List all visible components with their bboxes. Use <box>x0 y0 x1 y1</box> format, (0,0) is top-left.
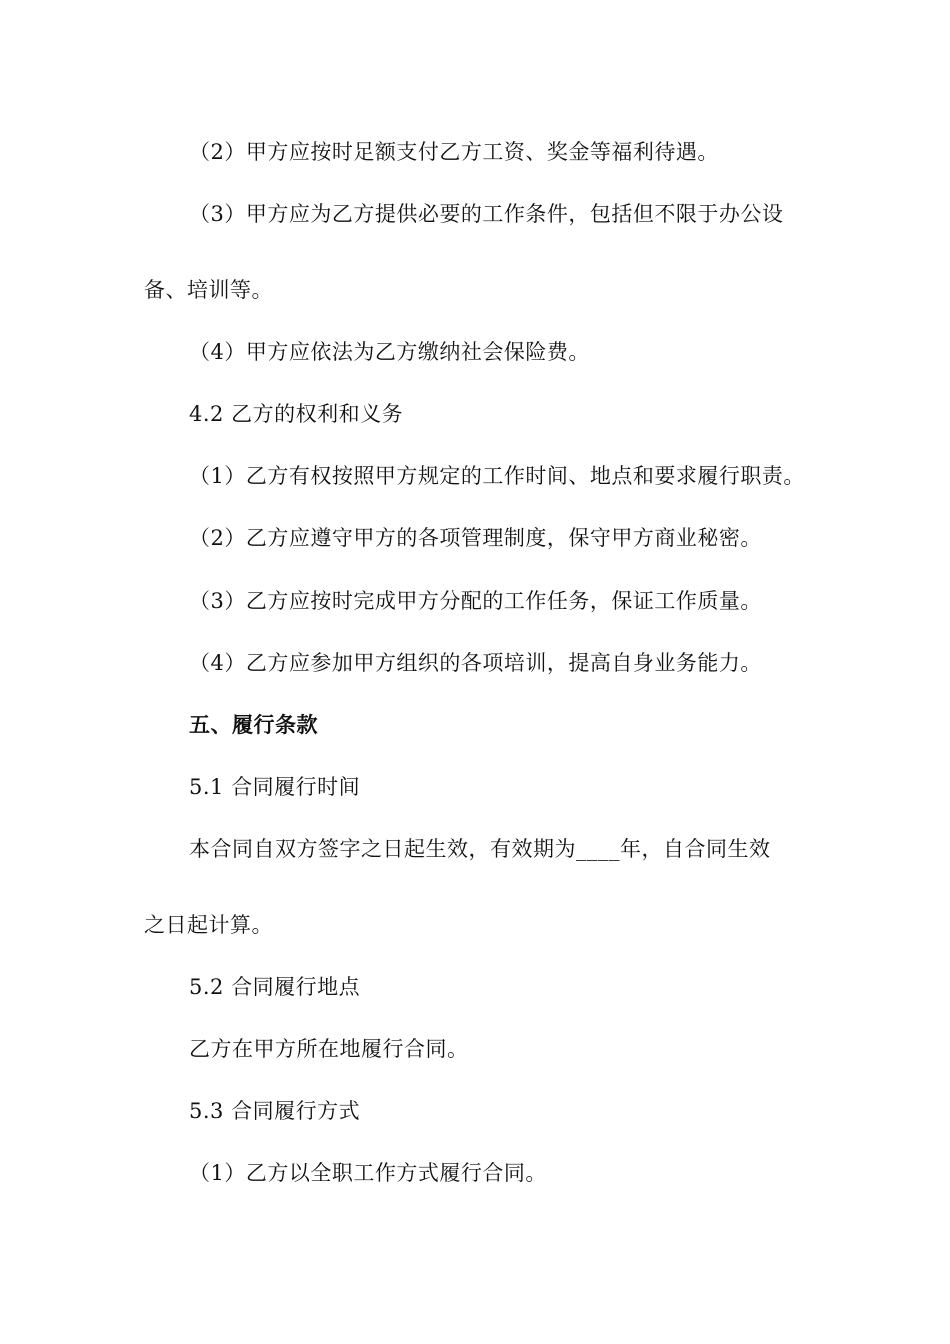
chapter-heading: 五、履行条款 <box>189 712 318 737</box>
paragraph-line: 乙方在甲方所在地履行合同。 <box>189 1037 469 1061</box>
section-heading: 5.2 合同履行地点 <box>189 975 361 999</box>
section-heading: 5.1 合同履行时间 <box>189 775 361 799</box>
paragraph-line: （4）乙方应参加甲方组织的各项培训，提高自身业务能力。 <box>189 651 762 675</box>
paragraph-line: （4）甲方应依法为乙方缴纳社会保险费。 <box>189 340 590 364</box>
paragraph-line: （3）乙方应按时完成甲方分配的工作任务，保证工作质量。 <box>189 589 762 613</box>
paragraph-line: （1）乙方有权按照甲方规定的工作时间、地点和要求履行职责。 <box>189 464 805 488</box>
paragraph-line: （2）乙方应遵守甲方的各项管理制度，保守甲方商业秘密。 <box>189 526 762 550</box>
paragraph-line: 备、培训等。 <box>144 278 273 302</box>
paragraph-line: 本合同自双方签字之日起生效，有效期为____年，自合同生效 <box>189 837 771 861</box>
paragraph-line: （1）乙方以全职工作方式履行合同。 <box>189 1161 547 1185</box>
section-heading: 5.3 合同履行方式 <box>189 1099 361 1123</box>
paragraph-line: 之日起计算。 <box>144 913 273 937</box>
paragraph-line: （3）甲方应为乙方提供必要的工作条件，包括但不限于办公设 <box>189 202 784 226</box>
paragraph-line: （2）甲方应按时足额支付乙方工资、奖金等福利待遇。 <box>189 140 719 164</box>
section-heading: 4.2 乙方的权利和义务 <box>189 402 404 426</box>
